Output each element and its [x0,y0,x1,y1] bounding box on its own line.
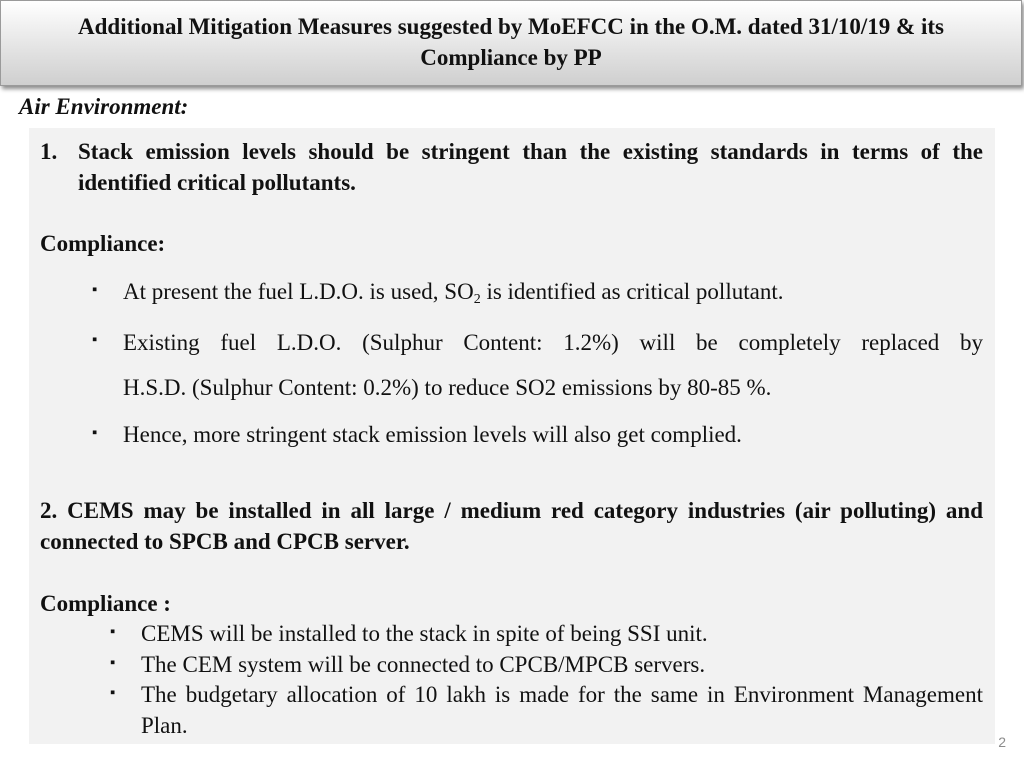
bullet-icon: ▪ [92,282,98,298]
item-2-compliance-label: Compliance : [40,591,171,616]
item-2-bullet-3: The budgetary allocation of 10 lakh is made for the same in Environment Management Plan. [141,682,983,738]
slide-title-bar [0,0,1022,86]
item-2-bullet-2: The CEM system will be connected to CPCB/MPCB servers. [141,652,706,677]
item-2-heading: 2. CEMS may be installed in all large / medium red category industries (air polluting) and connected to SPCB and CPCB server. [40,498,983,554]
bullet-icon: ▪ [92,425,98,441]
item-2-bullet-1: CEMS will be installed to the stack in spite of being SSI unit. [141,621,708,646]
bullet-icon: ▪ [110,685,116,701]
slide-title: Additional Mitigation Measures suggested by MoEFCC in the O.M. dated 31/10/19 & its Compliance by PP [78,14,944,70]
item-1-compliance-label: Compliance: [40,231,166,256]
item-1-bullet-1: At present the fuel L.D.O. is used, $SO_2$ is identified as critical pollutant. [123,279,784,307]
bullet-icon: ▪ [92,332,98,348]
bullet-icon: ▪ [110,655,116,671]
item-2-number: 2 [40,498,52,523]
item-1-heading: Stack emission levels should be stringent than the existing standards in terms of the identified critical pollutants. [78,139,983,195]
item-1-bullet-2-line-2: H.S.D. (Sulphur Content: 0.2%) to reduce SO2 emissions by 80-85 %. [123,375,772,400]
page-number: 2 [998,734,1006,750]
item-1-bullet-3: Hence, more stringent stack emission levels will also get complied. [123,422,742,447]
item-1-number: 1. [40,139,58,164]
bullet-icon: ▪ [110,624,116,640]
section-heading: Air Environment: [19,94,189,119]
item-1-bullet-2-line-1: Existing fuel L.D.O. (Sulphur Content: 1.2%) will be completely replaced by [123,330,983,355]
